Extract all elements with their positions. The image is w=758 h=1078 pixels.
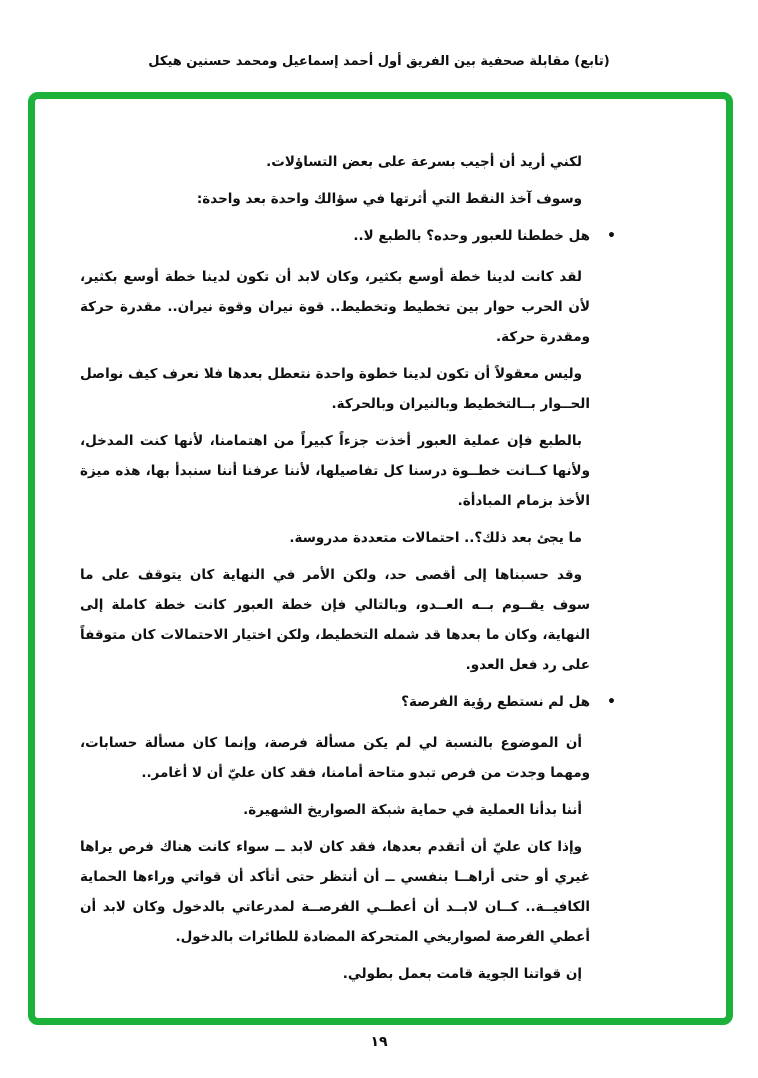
bullet-text: هل لم نستطع رؤية الفرصة؟	[401, 694, 590, 710]
bullet-icon: •	[607, 228, 616, 244]
paragraph: وقد حسبناها إلى أقصى حد، ولكن الأمر في النهاية كان يتوقف على ما سوف يقــوم بــه العــدو، وبالتالي فإن خطة العبور كانت خطة كاملة إلى النهاية، وكان ما بعدها قد شمله التخطيط، ولكن اختيار الاحتمالات كان متوقفاً على رد فعل العدو.	[80, 567, 590, 673]
bullet-item	[80, 221, 616, 251]
bullet-item	[80, 687, 616, 717]
paragraph: بالطبع فإن عملية العبور أخذت جزءاً كبيراً من اهتمامنا، لأنها كنت المدخل، ولأنها كــانت خطــوة درسنا كل تفاصيلها، لأننا عرفنا أننا سنبدأ بها، هذه ميزة الأخذ بزمام المبادأة.	[80, 433, 590, 509]
paragraph: أننا بدأنا العملية في حماية شبكة الصواريخ الشهيرة.	[243, 802, 582, 818]
bullet-text: هل خططنا للعبور وحده؟ بالطبع لا..	[353, 228, 590, 244]
document-body	[80, 147, 616, 996]
paragraph: لقد كانت لدينا خطة أوسع بكثير، وكان لابد أن تكون لدينا خطة أوسع بكثير، لأن الحرب حوار بين تخطيط وتخطيط.. قوة نيران وقوة نيران.. مقدرة حركة ومقدرة حركة.	[80, 269, 590, 345]
page-number: ١٩	[370, 1034, 388, 1050]
paragraph: وليس معقولاً أن تكون لدينا خطوة واحدة نتعطل بعدها فلا نعرف كيف نواصل الحــوار بــالتخطيط وبالنيران وبالحركة.	[80, 366, 590, 412]
paragraph: وسوف آخذ النقط التي أثرتها في سؤالك واحدة بعد واحدة:	[196, 191, 582, 207]
paragraph: لكني أريد أن أجيب بسرعة على بعض التساؤلات.	[266, 154, 582, 170]
paragraph: أن الموضوع بالنسبة لي لم يكن مسألة فرصة، وإنما كان مسألة حسابات، ومهما وجدت من فرص تبدو متاحة أمامنا، فقد كان عليّ أن لا أغامر..	[80, 735, 590, 781]
bullet-icon: •	[607, 694, 616, 710]
page-header: (تابع) مقابلة صحفية بين الفريق أول أحمد إسماعيل ومحمد حسنين هيكل	[148, 54, 610, 69]
paragraph: ما يجئ بعد ذلك؟.. احتمالات متعددة مدروسة.	[289, 530, 582, 546]
paragraph: إن قواتنا الجوية قامت بعمل بطولي.	[342, 966, 582, 982]
paragraph: وإذا كان عليّ أن أتقدم بعدها، فقد كان لابد ــ سواء كانت هناك فرص يراها غيري أو حتى أراهــا بنفسي ــ أن أنتظر حتى أتأكد أن قواتي وراءها الحماية الكافيــة.. كــان لابــد أن أعطــي الفرصــة لمدرعاتي بالدخول وكان لابد أن أعطي الفرصة لصواريخي المتحركة المضادة للطائرات بالدخول.	[80, 839, 590, 945]
